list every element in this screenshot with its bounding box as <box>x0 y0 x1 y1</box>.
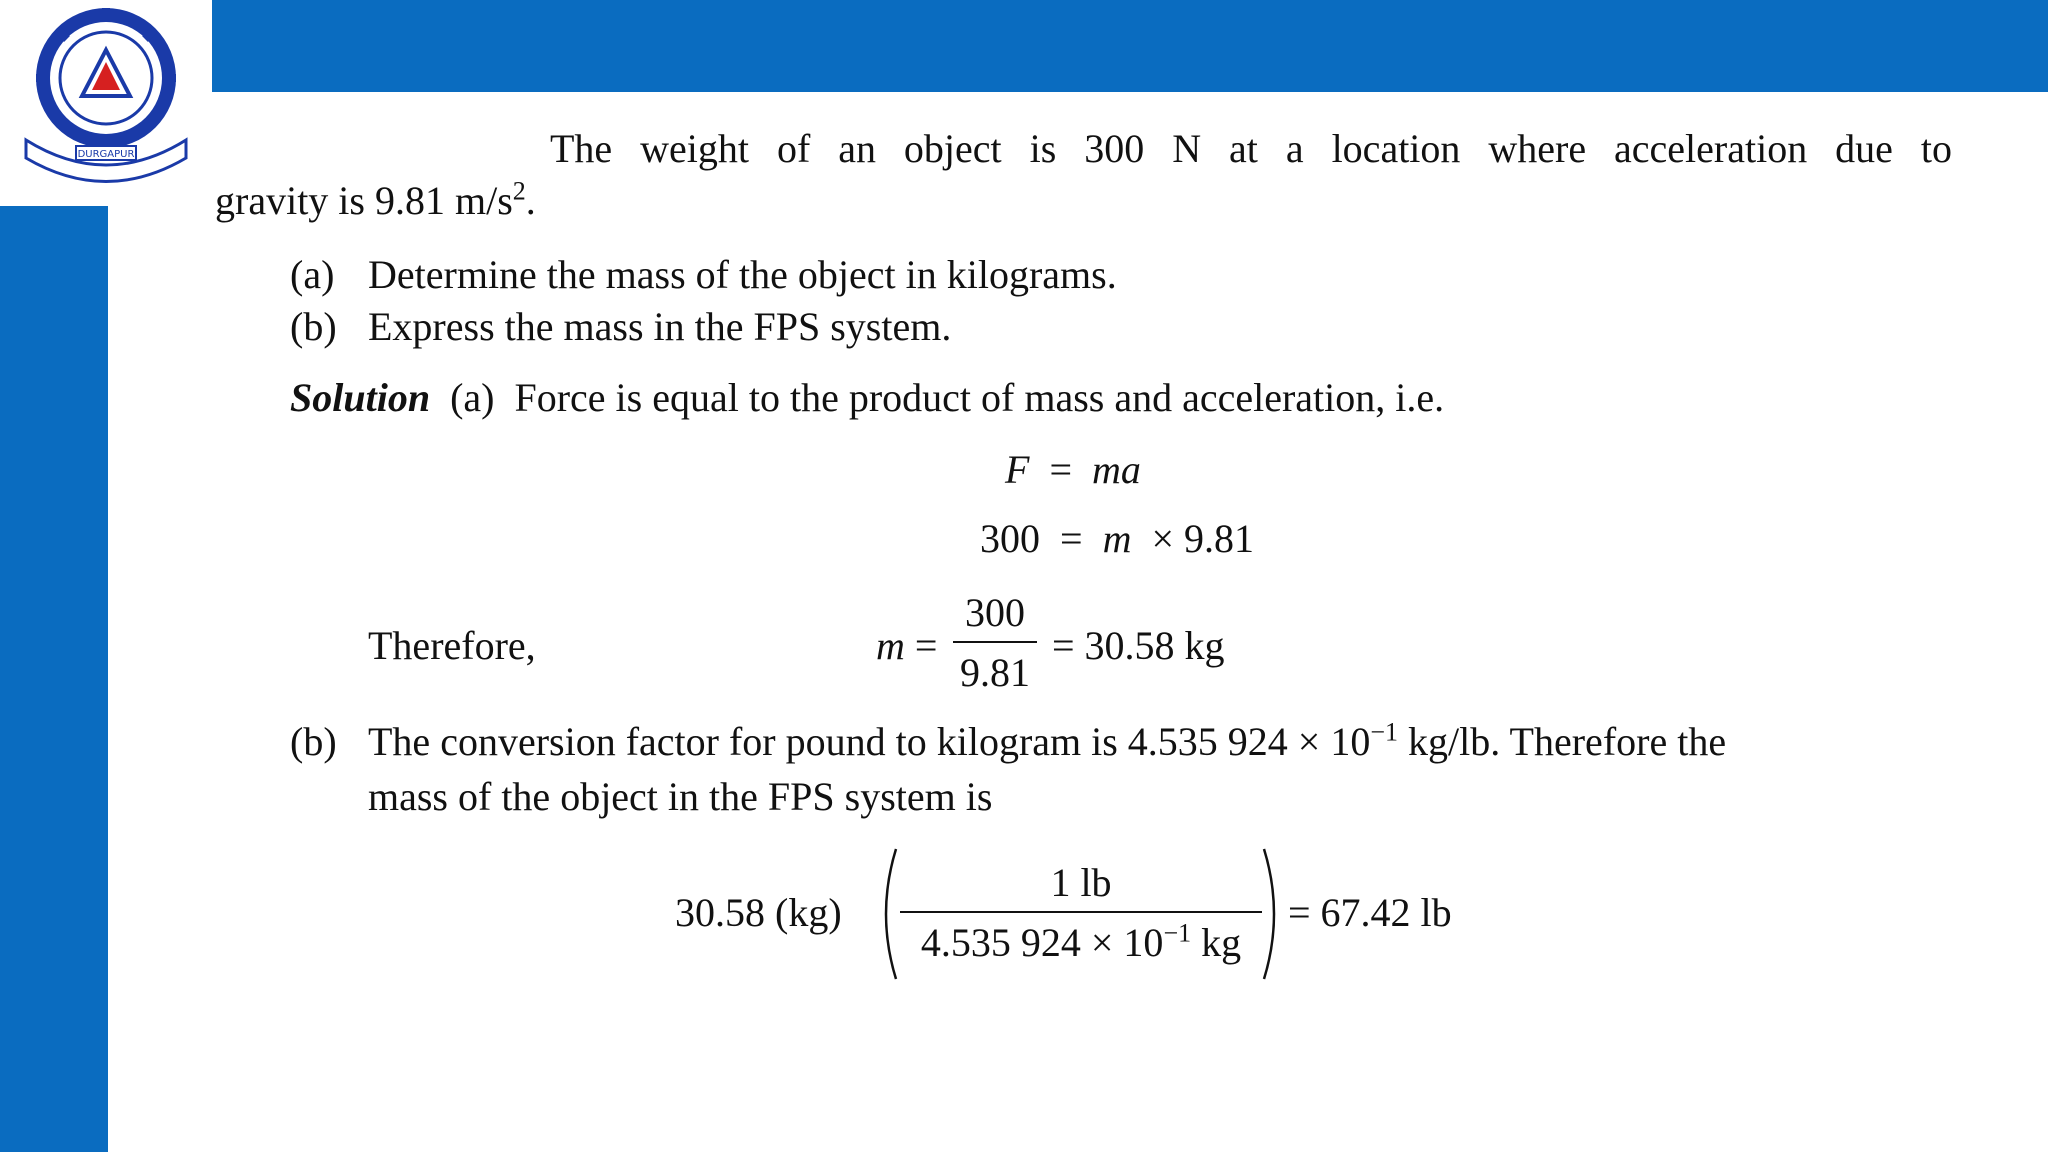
equation-3-lhs: m = <box>876 623 938 668</box>
problem-line-2: gravity is 9.81 $m/s^2$. <box>215 176 536 223</box>
header-bar <box>0 0 2048 92</box>
equation-2: 300 = m × 9.81 <box>980 516 1255 561</box>
equation-4-fraction: 1 lb 4.535 $924 \times 10^{-1}$ kg <box>900 863 1262 963</box>
slide-content <box>212 92 2048 1152</box>
b-label: (b) <box>290 719 337 764</box>
equation-3-result: = 30.58 kg <box>1052 623 1225 668</box>
equation-1: F = ma <box>1005 447 1141 492</box>
b-line-2: mass of the object in the FPS system is <box>368 774 993 819</box>
b-line-1: The conversion factor for pound to kilogram is 4.535 $924 \times 10^{-1}$ kg/lb. Therefore the <box>368 717 1727 764</box>
part-b-text: Express the mass in the FPS system. <box>368 304 952 349</box>
equation-4-lhs: 30.58 (kg) <box>675 890 842 935</box>
part-a-text: Determine the mass of the object in kilograms. <box>368 252 1117 297</box>
svg-text:DURGAPUR: DURGAPUR <box>77 149 135 160</box>
institute-logo <box>6 0 206 200</box>
solution-line: Solution (a) Force is equal to the product of mass and acceleration, i.e. <box>290 375 1445 420</box>
part-a-label: (a) <box>290 252 335 297</box>
therefore-label: Therefore, <box>368 623 536 668</box>
right-paren-icon <box>1258 845 1288 983</box>
logo-panel <box>0 0 212 206</box>
equation-4-result: = 67.42 lb <box>1288 890 1452 935</box>
problem-line-1: The weight of an object is 300 N at a location where acceleration due to <box>550 126 1952 171</box>
equation-3-fraction: 300 9.81 <box>953 593 1037 693</box>
part-b-label: (b) <box>290 304 337 349</box>
left-paren-icon <box>872 845 902 983</box>
solution-heading: Solution <box>290 375 431 420</box>
